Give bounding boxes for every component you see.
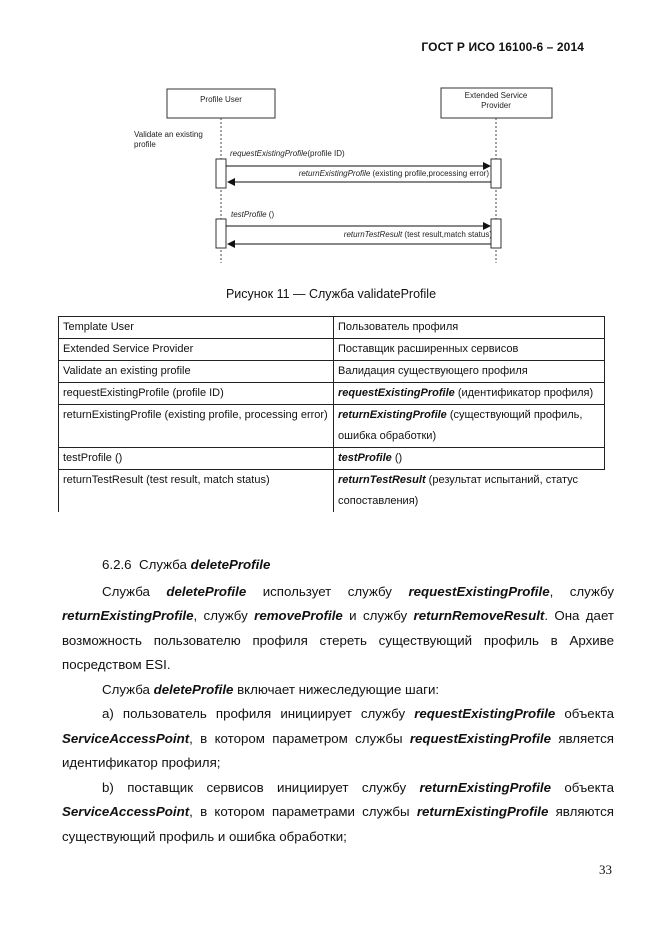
paragraph: Служба deleteProfile использует службу requestExistingProfile, службу returnExistingProfile, службу removeProfile и службу returnRemoveResult. Она дает возможность пользователю профиля стереть существующий профиль в Архиве посредством ESI. [62,583,614,672]
paragraph: Служба deleteProfile включает нижеследующие шаги: [102,681,440,697]
table-row [59,317,605,339]
table-row [59,339,605,361]
table-cell-ru: Пользователь профиля [334,317,605,339]
page-number: 33 [599,862,612,877]
section-heading: 6.2.6 Служба deleteProfile [102,557,271,572]
table-cell-en: requestExistingProfile (profile ID) [59,383,334,405]
table-cell-en: Extended Service Provider [59,339,334,361]
message-label: returnExistingProfile (existing profile,processing error) [298,169,489,178]
activation-bar [491,159,501,188]
activation-bar [216,219,226,248]
table-cell-en: Validate an existing profile [59,361,334,383]
table-cell-en: testProfile () [59,448,334,470]
table-cell-ru: Валидация существующего профиля [334,361,605,383]
diagram-note: profile [134,140,156,149]
table-row [59,383,605,405]
diagram-note: Validate an existing [134,130,203,139]
table-cell-ru: requestExistingProfile (идентификатор профиля) [334,383,605,405]
lifeline-label-service-provider: Extended Service [464,91,528,100]
activation-bar [491,219,501,248]
table-cell-ru: Поставщик расширенных сервисов [334,339,605,361]
message-label: testProfile () [231,210,275,219]
table-cell-ru: returnExistingProfile (существующий профиль, ошибка обработки) [334,405,605,448]
body-text [62,553,614,849]
table-cell-en: returnExistingProfile (existing profile, processing error) [59,405,334,448]
activation-bar [216,159,226,188]
terms-table [58,316,605,512]
list-item: а) пользователь профиля инициирует службу requestExistingProfile объекта ServiceAccessPoint, в котором параметром службы requestExistingProfile является идентификатор профиля; [62,706,614,770]
table-row [59,470,605,513]
table-row [59,361,605,383]
figure-caption: Рисунок 11 — Служба validateProfile [225,287,437,301]
table-cell-ru: returnTestResult (результат испытаний, статус сопоставления) [334,470,605,513]
message-label: returnTestResult (test result,match status) [343,230,492,239]
document-header: ГОСТ Р ИСО 16100-6 – 2014 [421,40,584,54]
table-row [59,448,605,470]
table-cell-en: Template User [59,317,334,339]
lifeline-label-service-provider: Provider [481,101,511,110]
list-item: b) поставщик сервисов инициирует службу returnExistingProfile объекта ServiceAccessPoint, в котором параметрами службы returnExistingProfile являются существующий профиль и ошибка обработки; [62,779,614,844]
lifeline-label-profile-user: Profile User [200,95,242,104]
table-cell-ru: testProfile () [334,448,605,470]
table-row [59,405,605,448]
sequence-diagram [0,0,662,280]
message-label: requestExistingProfile(profile ID) [230,149,345,158]
table-cell-en: returnTestResult (test result, match status) [59,470,334,513]
